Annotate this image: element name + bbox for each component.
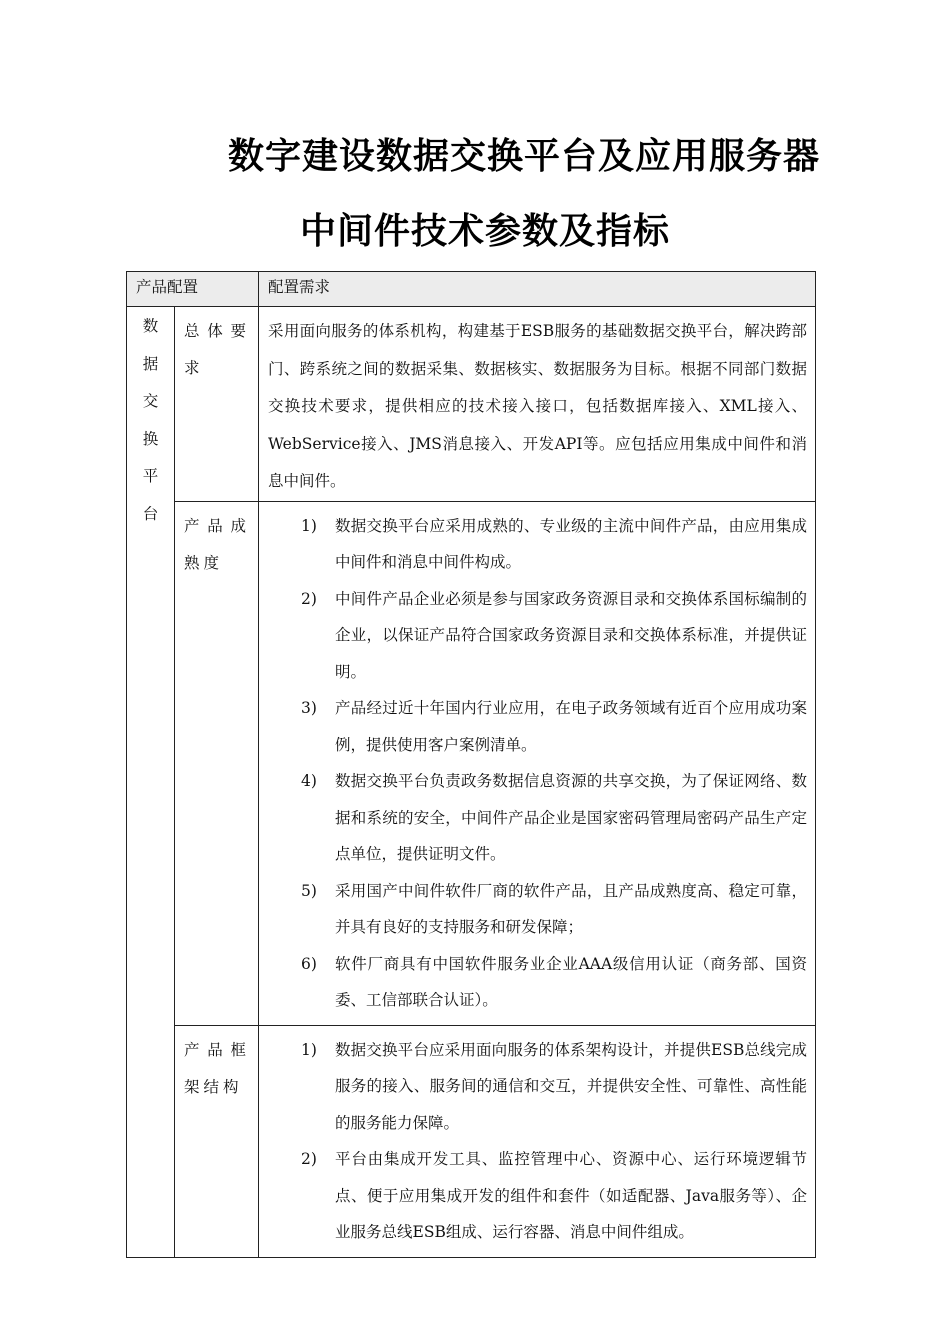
list-item: 2) 中间件产品企业必须是参与国家政务资源目录和交换体系国标编制的企业，以保证产品符合国家政务资源目录和交换体系标准，并提供证明。 — [301, 589, 808, 681]
table-row — [127, 307, 816, 502]
row-label-product-architecture: 产品框架结构 — [175, 1025, 259, 1257]
row-label-overall-requirement: 总体要求 — [175, 307, 259, 502]
group-label-char: 交 — [142, 392, 159, 410]
row-items-product-maturity — [259, 501, 816, 1025]
list-item: 2) 平台由集成开发工具、监控管理中心、资源中心、运行环境逻辑节点、便于应用集成开发的组件和套件（如适配器、Java服务等）、企业服务总线ESB组成、运行容器、消息中间件组成。 — [301, 1150, 808, 1241]
header-product-config: 产品配置 — [127, 272, 259, 307]
list-item: 1) 数据交换平台应采用成熟的、专业级的主流中间件产品，由应用集成中间件和消息中间件构成。 — [301, 516, 808, 571]
list-item: 5) 采用国产中间件软件厂商的软件产品，且产品成熟度高、稳定可靠，并具有良好的支持服务和研发保障； — [301, 881, 808, 936]
group-label-char: 据 — [142, 354, 159, 373]
group-label-char: 换 — [142, 429, 159, 448]
list-item: 1) 数据交换平台应采用面向服务的体系架构设计，并提供ESB总线完成服务的接入、服务间的通信和交互，并提供安全性、可靠性、高性能的服务能力保障。 — [301, 1040, 808, 1132]
document-title-line2: 中间件技术参数及指标 — [300, 211, 671, 252]
group-label-char: 数 — [142, 317, 159, 335]
header-config-requirement: 配置需求 — [259, 272, 816, 307]
document-title-line1: 数字建设数据交换平台及应用服务器 — [228, 136, 821, 177]
spec-table — [126, 271, 816, 1258]
row-text-overall-requirement: 采用面向服务的体系机构，构建基于ESB服务的基础数据交换平台，解决跨部门、跨系统之间的数据采集、数据核实、数据服务为目标。根据不同部门数据交换技术要求，提供相应的技术接入接口，包括数据库接入、XML接入、WebService接入、JMS消息接入、开发API等。应包括应用集成中间件和消息中间件。 — [259, 307, 816, 502]
list-item: 6) 软件厂商具有中国软件服务业企业AAA级信用认证（商务部、国资委、工信部联合认证）。 — [301, 954, 808, 1009]
row-label-product-maturity: 产品成熟度 — [175, 501, 259, 1025]
group-label-data-exchange-platform — [127, 307, 175, 1258]
group-label-char: 平 — [142, 467, 159, 485]
table-row — [127, 1025, 816, 1257]
table-row — [127, 501, 816, 1025]
row-items-product-architecture — [259, 1025, 816, 1257]
group-label-char: 台 — [142, 504, 159, 523]
list-item: 3) 产品经过近十年国内行业应用，在电子政务领域有近百个应用成功案例，提供使用客户案例清单。 — [301, 699, 808, 754]
list-item: 4) 数据交换平台负责政务数据信息资源的共享交换，为了保证网络、数据和系统的安全，中间件产品企业是国家密码管理局密码产品生产定点单位，提供证明文件。 — [301, 772, 808, 863]
table-header-row — [127, 272, 816, 307]
